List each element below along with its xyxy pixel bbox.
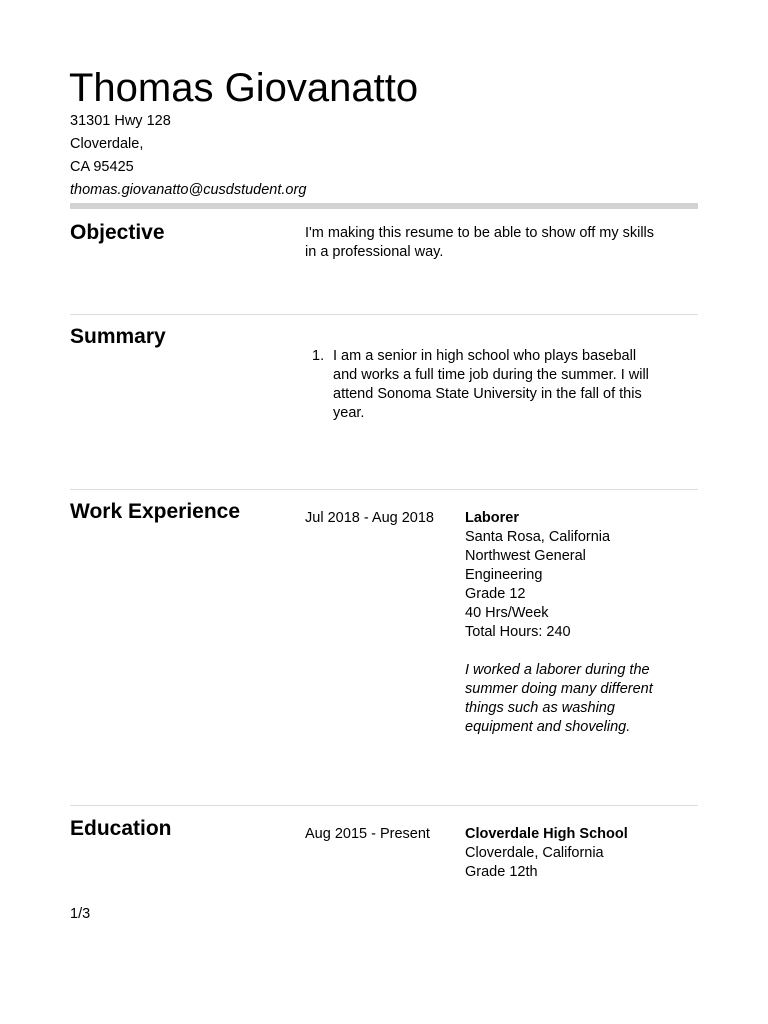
summary-heading: Summary [70, 325, 166, 348]
education-location: Cloverdale, California [465, 845, 604, 861]
work-position: Laborer [465, 510, 519, 526]
education-heading: Education [70, 817, 172, 840]
work-employer-line-2: Engineering [465, 567, 543, 583]
section-divider [70, 805, 698, 806]
education-dates: Aug 2015 - Present [305, 826, 430, 842]
address-line-1: 31301 Hwy 128 [70, 113, 171, 129]
education-school: Cloverdale High School [465, 826, 628, 842]
objective-heading: Objective [70, 221, 165, 244]
objective-text: I'm making this resume to be able to show off my skills in a professional way. [305, 225, 655, 260]
summary-item-number: 1. [312, 348, 325, 364]
address-line-3: CA 95425 [70, 159, 134, 175]
address-line-2: Cloverdale, [70, 136, 144, 152]
work-hours-per-week: 40 Hrs/Week [465, 605, 549, 621]
resume-name: Thomas Giovanatto [69, 66, 419, 110]
section-divider [70, 489, 698, 490]
work-employer-line-1: Northwest General [465, 548, 586, 564]
work-experience-heading: Work Experience [70, 500, 241, 523]
work-description: I worked a laborer during the summer doing many different things such as washing equipment and shoveling. [465, 662, 653, 735]
summary-item-text: I am a senior in high school who plays baseball and works a full time job during the summer. I will attend Sonoma State University in the fall of this year. [333, 348, 649, 421]
education-grade: Grade 12th [465, 864, 538, 880]
work-dates: Jul 2018 - Aug 2018 [305, 510, 434, 526]
work-total-hours: Total Hours: 240 [465, 624, 571, 640]
email-address: thomas.giovanatto@cusdstudent.org [70, 182, 307, 198]
work-location: Santa Rosa, California [465, 529, 611, 545]
work-grade: Grade 12 [465, 586, 526, 602]
header-divider [70, 203, 698, 209]
work-entry [465, 509, 610, 642]
section-divider [70, 314, 698, 315]
education-entry [465, 825, 628, 882]
page-number: 1/3 [70, 906, 91, 922]
